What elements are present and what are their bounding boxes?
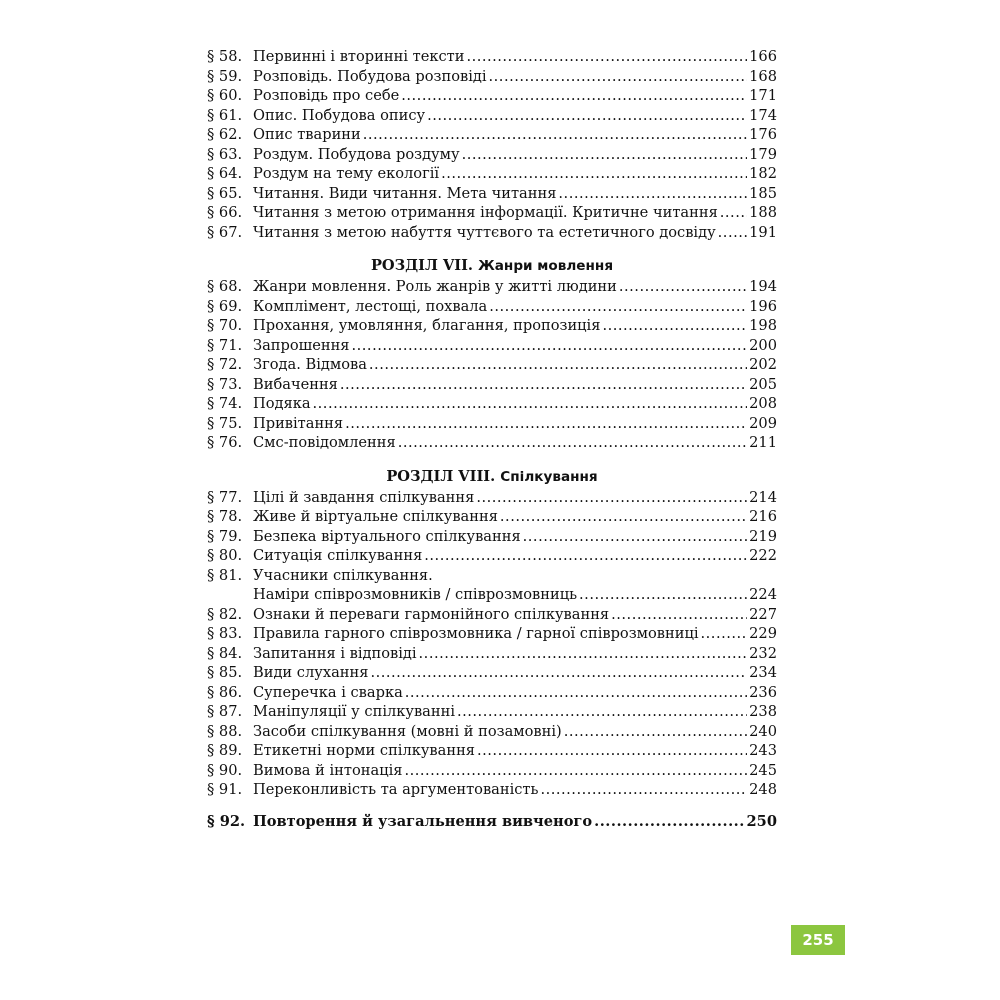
entry-title: Правила гарного співрозмовника / гарної співрозмовниці	[253, 625, 699, 642]
entry-number: § 86.	[207, 683, 243, 701]
entry-title: Роздум. Побудова роздуму	[253, 145, 460, 163]
leader-dots	[558, 184, 747, 204]
entry-title: Згода. Відмова	[253, 356, 367, 373]
entry-page: 205	[749, 375, 777, 393]
entry-page: 214	[749, 488, 777, 506]
entry-title: Прохання, умовляння, благання, пропозиція	[253, 317, 601, 334]
entry-page: 236	[749, 683, 777, 701]
leader-dots	[701, 624, 748, 644]
entry-title: Суперечка і сварка	[253, 683, 403, 701]
entry-title: Засоби спілкування (мовні й позамовні)	[253, 722, 562, 740]
toc-entry	[207, 702, 777, 722]
entry-page: 198	[749, 317, 777, 334]
entry-page: 174	[749, 106, 777, 124]
section-heading-title: Спілкування	[500, 468, 598, 485]
toc-entry	[207, 86, 777, 106]
toc-entry	[207, 336, 777, 356]
leader-dots	[404, 761, 747, 781]
entry-title: Привітання	[253, 414, 344, 432]
toc-entry	[207, 297, 777, 317]
toc-entry	[207, 316, 777, 336]
toc-entry	[207, 722, 777, 742]
toc-entry	[207, 780, 777, 800]
leader-dots	[611, 605, 747, 625]
entry-title: Ситуація спілкування	[253, 547, 423, 564]
entry-number: § 84.	[207, 644, 243, 662]
entry-title: Живе й віртуальне спілкування	[253, 508, 498, 525]
entry-number: § 78.	[207, 508, 243, 525]
entry-page: 194	[749, 278, 777, 295]
entry-page: 171	[749, 87, 777, 104]
toc-entry	[207, 355, 777, 375]
toc-entry	[207, 47, 777, 67]
entry-page: 234	[749, 664, 777, 681]
toc-entry	[207, 546, 777, 566]
leader-dots	[602, 316, 747, 336]
entry-number: § 81.	[207, 566, 243, 584]
toc-entry	[207, 507, 777, 527]
toc-entry	[207, 106, 777, 126]
entry-title: Жанри мовлення. Роль жанрів у житті людини	[253, 278, 617, 295]
entry-title: Ознаки й переваги гармонійного спілкування	[253, 605, 610, 623]
entry-number: § 67.	[207, 223, 243, 241]
entry-page: 224	[749, 586, 777, 603]
entry-page: 229	[749, 625, 777, 642]
leader-dots	[427, 106, 747, 126]
entry-page: 243	[749, 742, 777, 759]
entry-title: Вибачення	[253, 375, 338, 393]
toc-entry	[207, 125, 777, 145]
entry-number: § 75.	[207, 414, 243, 432]
entry-title: Смс-повідомлення	[253, 434, 396, 451]
entry-page: 168	[749, 67, 777, 85]
toc-entry	[207, 488, 777, 508]
leader-dots	[619, 277, 747, 297]
entry-title: Етикетні норми спілкування	[253, 742, 476, 759]
entry-title: Запитання і відповіді	[253, 644, 417, 662]
leader-dots	[401, 86, 747, 106]
section-heading-label: РОЗДІЛ VII.	[370, 257, 474, 274]
entry-page: 222	[749, 547, 777, 564]
leader-dots	[363, 125, 747, 145]
leader-dots	[489, 67, 748, 87]
entry-number: § 92.	[207, 812, 246, 830]
toc-entry	[207, 624, 777, 644]
entry-number: § 61.	[207, 106, 243, 124]
leader-dots	[540, 780, 747, 800]
entry-page: 182	[749, 165, 777, 182]
leader-dots	[370, 663, 747, 683]
entry-title: Цілі й завдання спілкування	[253, 488, 475, 506]
entry-title: Роздум на тему екології	[253, 165, 440, 182]
toc-entry	[207, 566, 777, 586]
section-heading	[207, 255, 777, 276]
entry-number: § 91.	[207, 781, 243, 798]
entry-page: 232	[749, 644, 777, 662]
entry-title: Опис. Побудова опису	[253, 106, 426, 124]
leader-dots	[489, 297, 747, 317]
entry-number: § 59.	[207, 67, 243, 85]
leader-dots	[457, 702, 747, 722]
entry-number: § 77.	[207, 488, 243, 506]
toc-entry	[207, 644, 777, 664]
leader-dots	[405, 683, 747, 703]
entry-number: § 88.	[207, 722, 243, 740]
leader-dots	[718, 223, 747, 243]
leader-dots	[594, 812, 744, 832]
entry-page: 176	[749, 126, 777, 143]
entry-title: Розповідь. Побудова розповіді	[253, 67, 487, 85]
leader-dots	[340, 375, 747, 395]
entry-page: 248	[749, 781, 777, 798]
entry-page: 166	[749, 48, 777, 65]
toc-entry	[207, 184, 777, 204]
entry-title: Безпека віртуального спілкування	[253, 527, 521, 545]
entry-number: § 80.	[207, 547, 243, 564]
entry-title: Маніпуляції у спілкуванні	[253, 703, 455, 720]
leader-dots	[313, 394, 748, 414]
entry-page: 240	[749, 722, 777, 740]
toc-entry	[207, 223, 777, 243]
toc-entry	[207, 375, 777, 395]
entry-page: 179	[749, 145, 777, 163]
entry-title: Розповідь про себе	[253, 87, 400, 104]
entry-page: 202	[749, 356, 777, 373]
toc-entry	[207, 164, 777, 184]
entry-title: Читання з метою отримання інформації. Критичне читання	[253, 204, 718, 221]
section-heading	[207, 466, 777, 487]
leader-dots	[523, 527, 747, 547]
entry-number: § 73.	[207, 375, 243, 393]
page-number-badge: 255	[791, 925, 845, 955]
section-heading-title: Жанри мовлення	[478, 258, 614, 274]
toc-entry	[207, 394, 777, 414]
toc-entry	[207, 761, 777, 781]
entry-title: Опис тварини	[253, 126, 361, 143]
entry-page: 209	[749, 414, 777, 432]
entry-page: 211	[749, 434, 777, 451]
toc-entry	[207, 605, 777, 625]
toc-entry	[207, 203, 777, 223]
leader-dots	[564, 722, 747, 742]
entry-page: 208	[749, 395, 777, 412]
leader-dots	[441, 164, 747, 184]
entry-page: 219	[749, 527, 777, 545]
toc-entry	[207, 812, 777, 832]
entry-number: § 85.	[207, 664, 243, 681]
entry-page: 238	[749, 703, 777, 720]
entry-page: 250	[746, 812, 777, 830]
toc-entry	[207, 277, 777, 297]
entry-page: 191	[749, 223, 777, 241]
entry-number: § 71.	[207, 336, 243, 354]
entry-title: Комплімент, лестощі, похвала	[253, 297, 488, 315]
leader-dots	[424, 546, 747, 566]
entry-number: § 70.	[207, 317, 243, 334]
table-of-contents	[207, 47, 777, 831]
entry-number: § 68.	[207, 278, 243, 295]
entry-title-continued: Наміри співрозмовників / співрозмовниць	[253, 586, 578, 603]
section-heading-label: РОЗДІЛ VIII.	[386, 467, 496, 485]
leader-dots	[477, 741, 747, 761]
entry-page: 245	[749, 761, 777, 779]
leader-dots	[466, 47, 747, 67]
entry-page: 216	[749, 508, 777, 525]
entry-page: 200	[749, 336, 777, 354]
toc-entry	[207, 683, 777, 703]
entry-title: Види слухання	[253, 664, 369, 681]
entry-number: § 76.	[207, 434, 243, 451]
entry-title: Читання. Види читання. Мета читання	[253, 184, 557, 202]
entry-number: § 83.	[207, 625, 243, 642]
entry-number: § 65.	[207, 184, 243, 202]
toc-entry	[207, 741, 777, 761]
entry-number: § 69.	[207, 297, 243, 315]
entry-number: § 90.	[207, 761, 243, 779]
entry-title: Учасники спілкування.	[253, 566, 433, 584]
entry-number: § 60.	[207, 87, 243, 104]
entry-number: § 72.	[207, 356, 243, 373]
leader-dots	[720, 203, 747, 223]
entry-title: Переконливість та аргументованість	[253, 781, 539, 798]
leader-dots	[369, 355, 747, 375]
leader-dots	[579, 585, 747, 605]
entry-title: Подяка	[253, 395, 311, 412]
leader-dots	[398, 433, 747, 453]
entry-page: 188	[749, 204, 777, 221]
leader-dots	[352, 336, 748, 356]
entry-page: 185	[749, 184, 777, 202]
toc-entry	[207, 145, 777, 165]
entry-number: § 89.	[207, 742, 243, 759]
toc-entry	[207, 433, 777, 453]
toc-entry	[207, 663, 777, 683]
entry-page: 227	[749, 605, 777, 623]
toc-entry-continuation	[207, 585, 777, 605]
leader-dots	[476, 488, 747, 508]
entry-number: § 87.	[207, 703, 243, 720]
entry-title: Вимова й інтонація	[253, 761, 403, 779]
leader-dots	[345, 414, 747, 434]
leader-dots	[462, 145, 748, 165]
toc-entry	[207, 67, 777, 87]
entry-number: § 62.	[207, 126, 243, 143]
entry-number: § 63.	[207, 145, 243, 163]
leader-dots	[419, 644, 748, 664]
toc-entry	[207, 527, 777, 547]
entry-title: Читання з метою набуття чуттєвого та естетичного досвіду	[253, 223, 716, 241]
entry-number: § 82.	[207, 605, 243, 623]
entry-number: § 74.	[207, 395, 243, 412]
entry-number: § 58.	[207, 48, 243, 65]
entry-title: Первинні і вторинні тексти	[253, 48, 465, 65]
entry-number: § 66.	[207, 204, 243, 221]
entry-page: 196	[749, 297, 777, 315]
entry-number: § 79.	[207, 527, 243, 545]
entry-title: Повторення й узагальнення вивченого	[253, 812, 593, 830]
entry-number: § 64.	[207, 165, 243, 182]
leader-dots	[500, 507, 747, 527]
toc-entry	[207, 414, 777, 434]
entry-title: Запрошення	[253, 336, 350, 354]
